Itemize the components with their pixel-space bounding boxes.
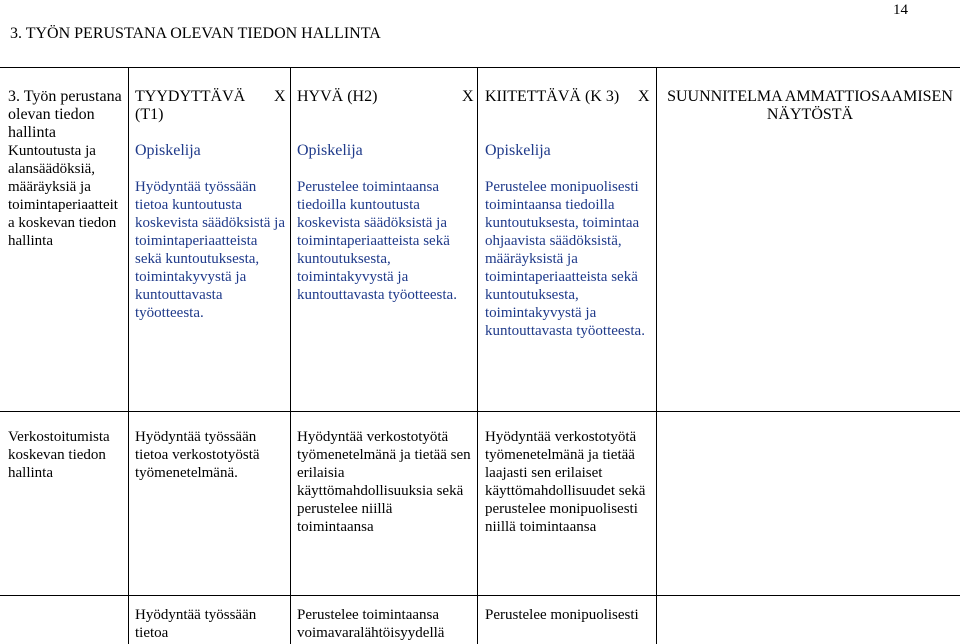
table-top-border bbox=[0, 67, 960, 68]
row-divider bbox=[0, 411, 960, 412]
column-divider bbox=[128, 67, 129, 644]
header-plan: SUUNNITELMA AMMATTIOSAAMISEN NÄYTÖSTÄ bbox=[667, 88, 953, 123]
row3-k3-text: Perustelee monipuolisesti bbox=[485, 607, 639, 623]
header-t1: TYYDYTTÄVÄ (T1) bbox=[135, 88, 246, 123]
section-title: 3. TYÖN PERUSTANA OLEVAN TIEDON HALLINTA bbox=[10, 25, 381, 42]
row1-h2-text: Perustelee toimintaansa tiedoilla kuntoutusta koskevista säädöksistä ja toimintaperiaatteista sekä kuntoutuksesta, toimintakyvystä ja kuntouttavasta työotteesta. bbox=[297, 179, 457, 303]
row1-k3-head: Opiskelija bbox=[485, 142, 551, 159]
row1-t1-text: Hyödyntää työssään tietoa kuntoutusta koskevista säädöksistä ja toimintaperiaatteista sekä kuntoutuksesta, toimintakyvystä ja kuntouttavasta työotteesta. bbox=[135, 179, 285, 321]
header-plan-mark: X bbox=[638, 88, 650, 105]
page-number: 14 bbox=[893, 2, 908, 18]
header-k3: KIITETTÄVÄ (K 3) bbox=[485, 88, 620, 105]
header-k3-mark: X bbox=[462, 88, 474, 105]
header-h2: HYVÄ (H2) bbox=[297, 88, 378, 105]
row1-k3-text: Perustelee monipuolisesti toimintaansa tiedoilla kuntoutuksesta, toimintaa ohjaavista säädöksistä, määräyksistä ja toimintaperiaatteista sekä kuntoutuksesta, toimintakyvystä ja kuntouttavasta työotteesta. bbox=[485, 179, 645, 339]
column-divider bbox=[656, 67, 657, 644]
row1-t1-head: Opiskelija bbox=[135, 142, 201, 159]
row1-h2-head: Opiskelija bbox=[297, 142, 363, 159]
column-divider bbox=[290, 67, 291, 644]
row3-t1-text: Hyödyntää työssään tietoa bbox=[135, 607, 257, 641]
row2-target: Verkostoitumista koskevan tiedon hallinta bbox=[8, 429, 110, 481]
row-divider bbox=[0, 595, 960, 596]
row3-h2-text: Perustelee toimintaansa voimavaralähtöisyydellä bbox=[297, 607, 445, 641]
row2-t1-text: Hyödyntää työssään tietoa verkostotyöstä työmenetelmänä. bbox=[135, 429, 260, 481]
row2-k3-text: Hyödyntää verkostotyötä työmenetelmänä ja tietää laajasti sen erilaiset käyttömahdollisuudet sekä perustelee monipuolisesti niillä toimintaansa bbox=[485, 429, 646, 535]
row1-target: Kuntoutusta ja alansäädöksiä, määräyksiä ja toimintaperiaatteit a koskevan tiedon hallinta bbox=[8, 143, 118, 249]
header-target-column: 3. Työn perustana olevan tiedon hallinta bbox=[8, 88, 122, 141]
header-h2-mark: X bbox=[274, 88, 286, 105]
row2-h2-text: Hyödyntää verkostotyötä työmenetelmänä ja tietää sen erilaisia käyttömahdollisuuksia sekä perustelee niillä toimintaansa bbox=[297, 429, 471, 535]
column-divider bbox=[477, 67, 478, 644]
